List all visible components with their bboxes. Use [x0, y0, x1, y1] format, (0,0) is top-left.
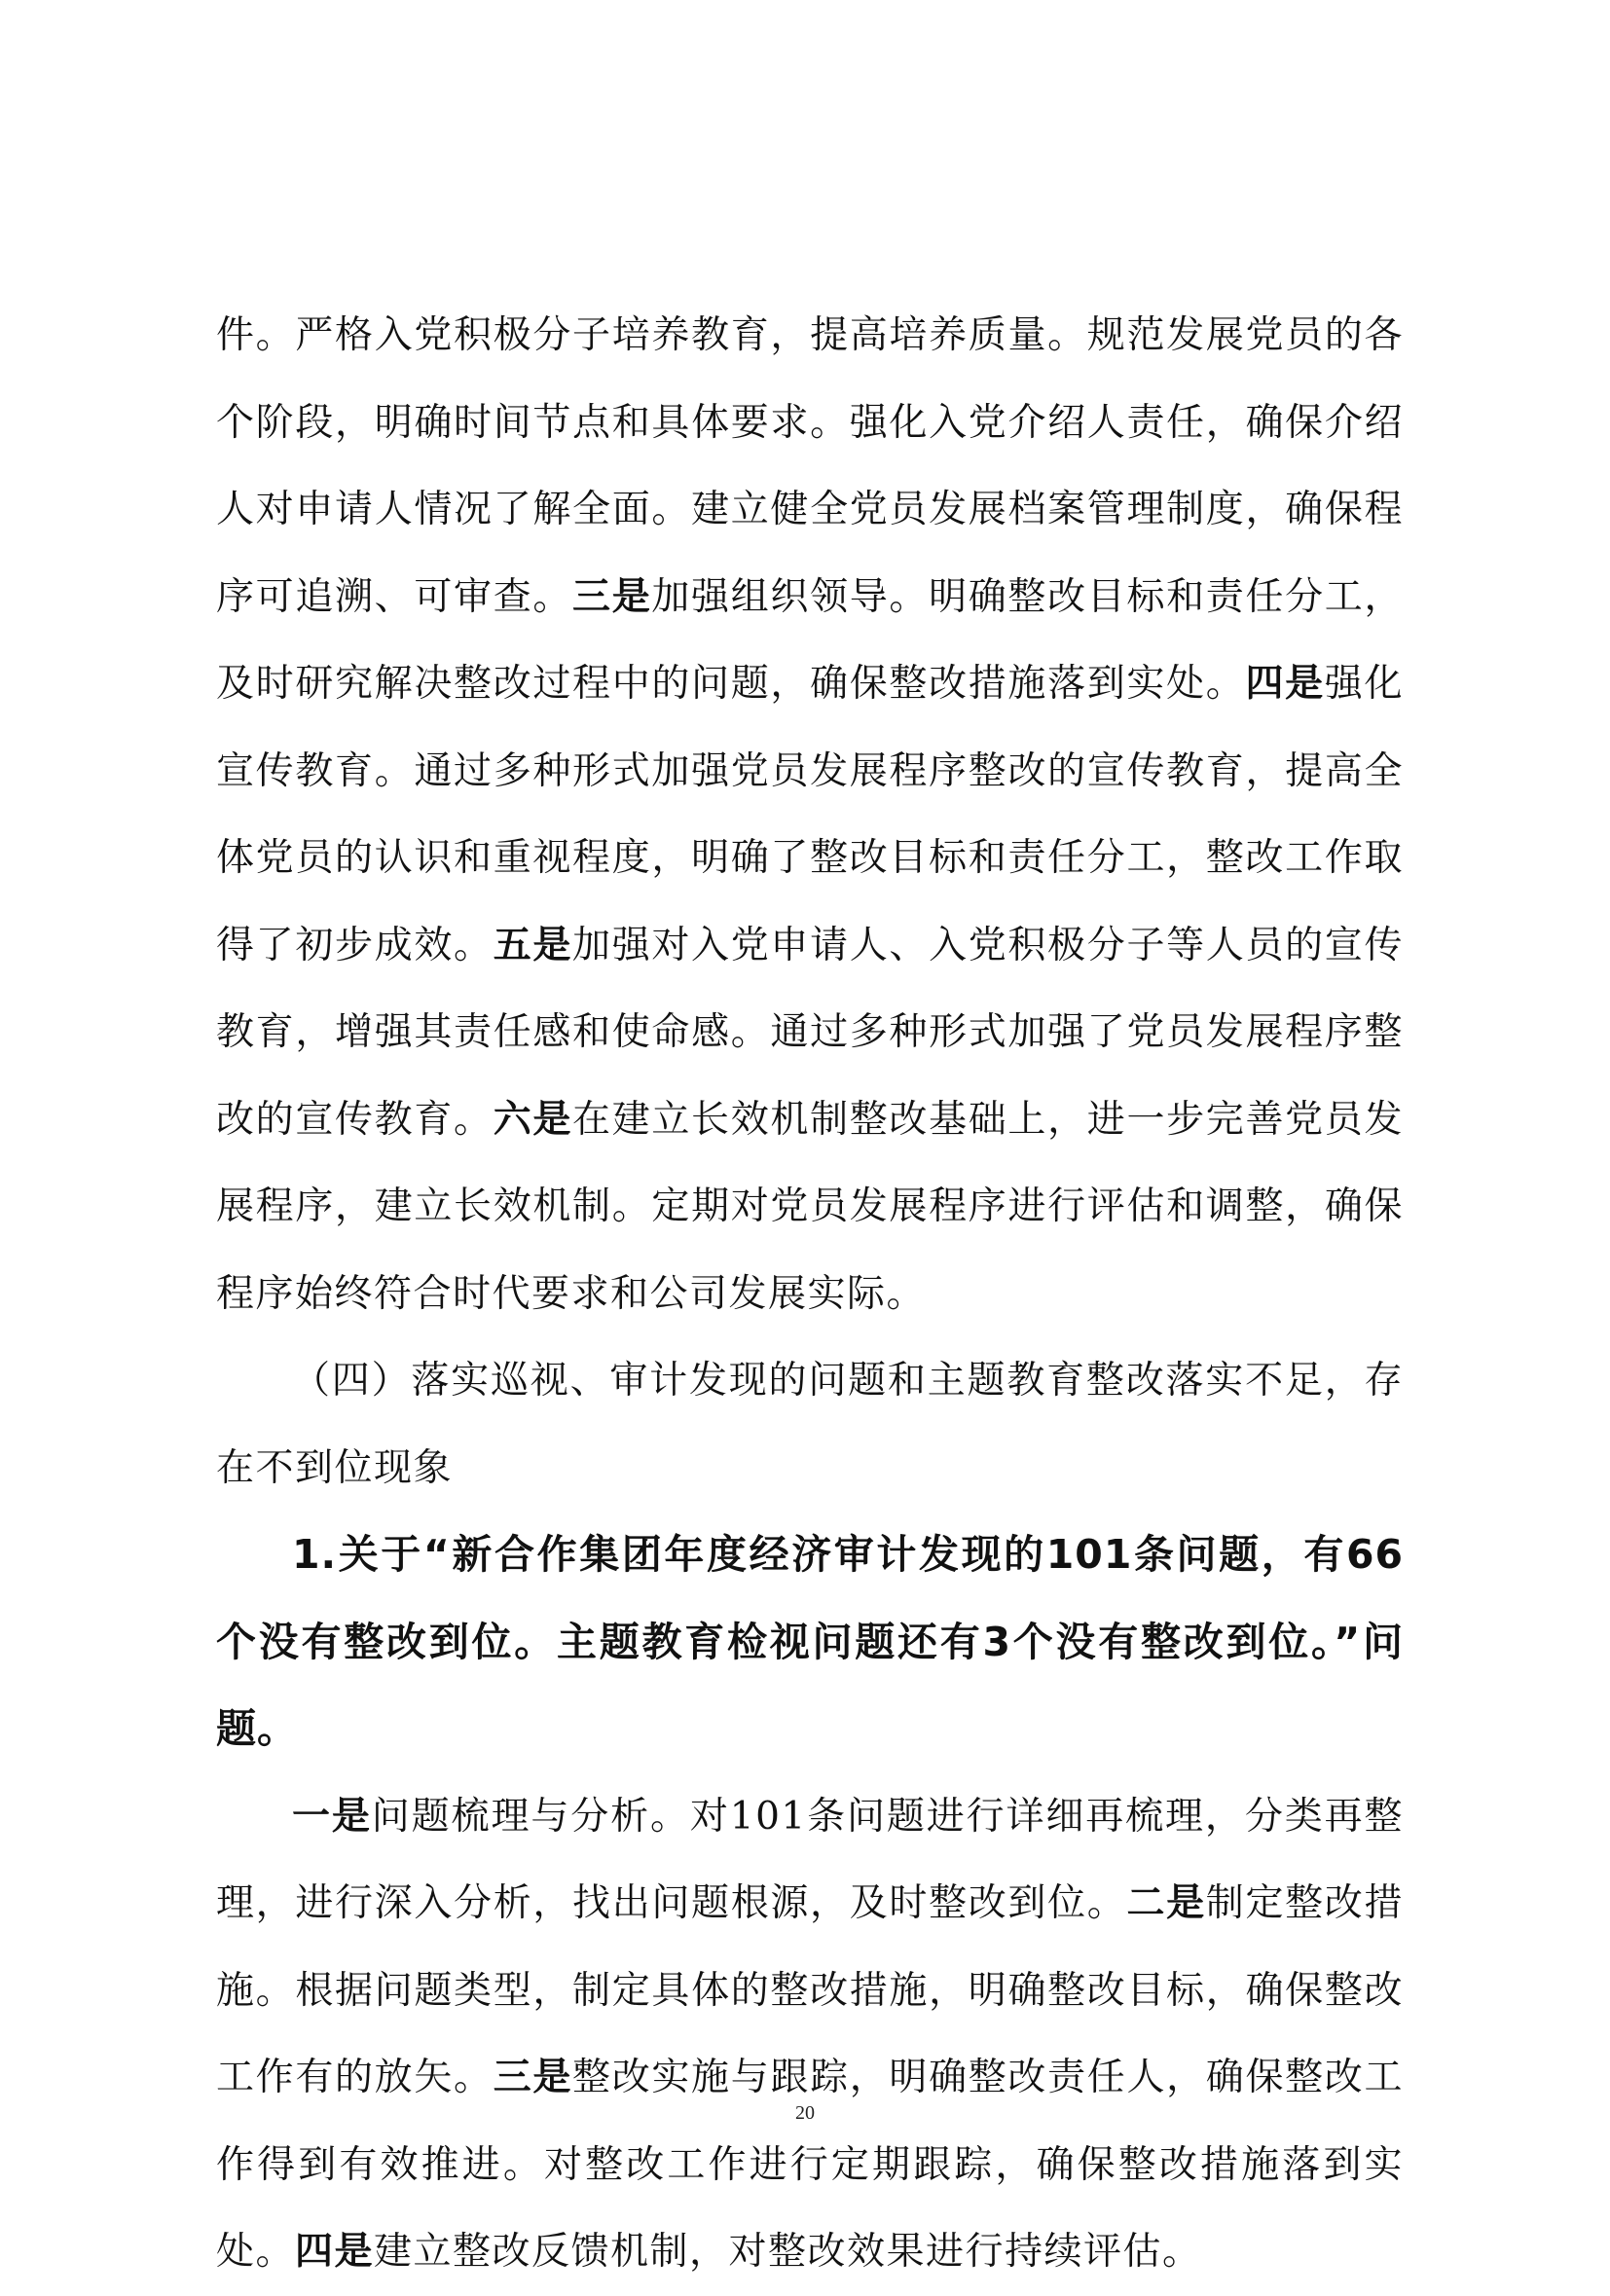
lead-label: 一是: [292, 1794, 372, 1839]
paragraph-measures: [216, 1773, 1404, 2296]
lead-label: 二是: [1126, 1881, 1206, 1925]
lead-label: 四是: [295, 2230, 375, 2274]
paragraph-text: 整改实施与跟踪，明确整改责任人，确保整改工作得到有效推进。对整改工作进行定期跟踪，确保整改措施落到实处。: [216, 2056, 1404, 2274]
paragraph-text: 加强对入党申请人、入党积极分子等人员的宣传教育，增强其责任感和使命感。通过多种形式加强了党员发展程序整改的宣传教育。: [216, 923, 1404, 1142]
paragraph-text: 加强组织领导。明确整改目标和责任分工，及时研究解决整改过程中的问题，确保整改措施落到实处。: [216, 574, 1404, 706]
lead-label: 六是: [493, 1097, 573, 1142]
lead-label: 三是: [572, 574, 652, 619]
document-body: [216, 292, 1404, 2296]
lead-label: 四是: [1245, 662, 1325, 706]
paragraph-text: 件。严格入党积极分子培养教育，提高培养质量。规范发展党员的各个阶段，明确时间节点和具体要求。强化入党介绍人责任，确保介绍人对申请人情况了解全面。建立健全党员发展档案管理制度，确保程序可追溯、可审查。: [216, 313, 1404, 619]
paragraph-text: 强化宣传教育。通过多种形式加强党员发展程序整改的宣传教育，提高全体党员的认识和重视程度，明确了整改目标和责任分工，整改工作取得了初步成效。: [216, 662, 1404, 967]
paragraph-text: 问题梳理与分析。对101条问题进行详细再梳理，分类再整理，进行深入分析，找出问题根源，及时整改到位。: [216, 1794, 1404, 1925]
paragraph-text: 制定整改措施。根据问题类型，制定具体的整改措施，明确整改目标，确保整改工作有的放矢。: [216, 1881, 1404, 2099]
lead-label: 三是: [493, 2056, 573, 2099]
page-number: 20: [795, 2102, 815, 2124]
item-heading: 1.关于“新合作集团年度经济审计发现的101条问题，有66个没有整改到位。主题教育检视问题还有3个没有整改到位。”问题。: [216, 1531, 1404, 1752]
lead-label: 五是: [493, 923, 573, 967]
paragraph-continuation: [216, 292, 1404, 1337]
section-heading: （四）落实巡视、审计发现的问题和主题教育整改落实不足，存在不到位现象: [216, 1359, 1404, 1490]
paragraph-text: 建立整改反馈机制，对整改效果进行持续评估。: [374, 2230, 1202, 2274]
paragraph-text: 在建立长效机制整改基础上，进一步完善党员发展程序，建立长效机制。定期对党员发展程序进行评估和调整，确保程序始终符合时代要求和公司发展实际。: [216, 1097, 1404, 1316]
